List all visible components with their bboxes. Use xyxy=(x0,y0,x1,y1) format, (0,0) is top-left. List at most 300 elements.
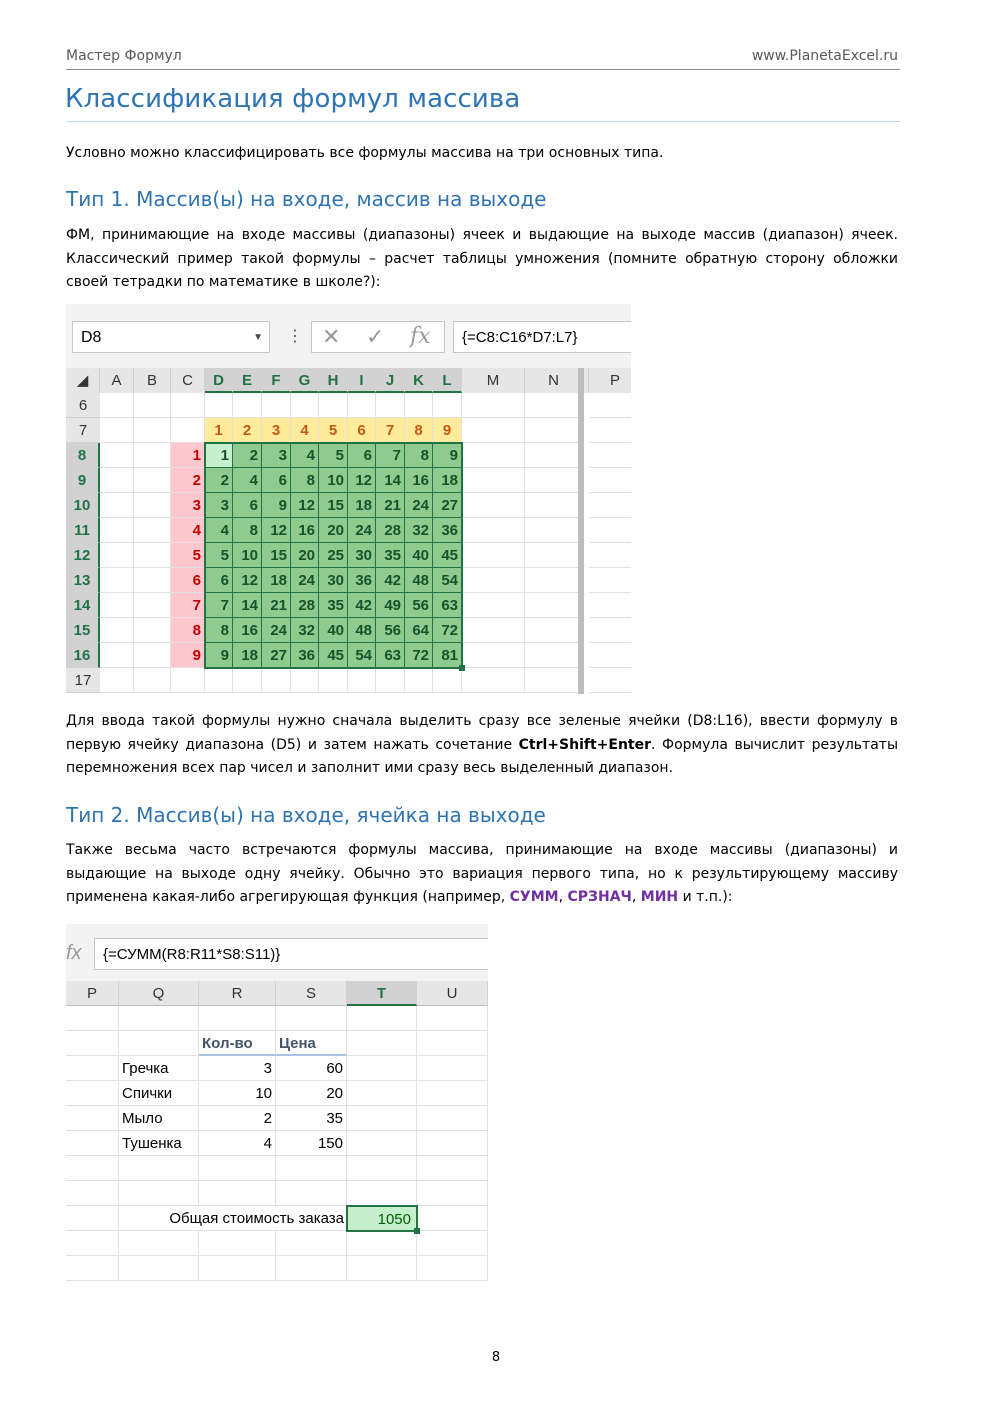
table-cell[interactable]: 8 xyxy=(405,443,433,468)
column-header-I[interactable]: I xyxy=(348,368,376,393)
table-cell[interactable]: 42 xyxy=(376,568,405,593)
table-cell[interactable]: 6 xyxy=(205,568,233,593)
cell[interactable] xyxy=(417,1256,488,1281)
cell[interactable] xyxy=(347,1031,417,1056)
item-name[interactable]: Тушенка xyxy=(119,1131,199,1156)
cell[interactable] xyxy=(100,568,134,593)
cell[interactable] xyxy=(525,493,583,518)
cell[interactable] xyxy=(462,418,525,443)
table-cell[interactable]: 45 xyxy=(319,643,348,668)
row-header-15[interactable]: 15 xyxy=(66,618,100,643)
table-cell[interactable]: 21 xyxy=(262,593,291,618)
cell[interactable] xyxy=(462,568,525,593)
table-cell[interactable]: 72 xyxy=(433,618,462,643)
table-cell[interactable]: 16 xyxy=(291,518,319,543)
table-cell[interactable]: 36 xyxy=(433,518,462,543)
table-cell[interactable]: 64 xyxy=(405,618,433,643)
top-header-cell[interactable]: 3 xyxy=(262,418,291,443)
cell[interactable] xyxy=(262,668,291,693)
cell[interactable] xyxy=(417,1131,488,1156)
row-header-9[interactable]: 9 xyxy=(66,468,100,493)
table-cell[interactable]: 30 xyxy=(348,543,376,568)
cell[interactable] xyxy=(462,443,525,468)
table-cell[interactable]: 25 xyxy=(319,543,348,568)
table-cell[interactable]: 7 xyxy=(376,443,405,468)
column-header-G[interactable]: G xyxy=(291,368,319,393)
cell[interactable] xyxy=(171,668,205,693)
item-price[interactable]: 60 xyxy=(276,1056,347,1081)
cell[interactable] xyxy=(589,393,631,418)
cell[interactable] xyxy=(589,468,631,493)
item-qty[interactable]: 2 xyxy=(199,1106,276,1131)
table-cell[interactable]: 40 xyxy=(405,543,433,568)
item-name[interactable]: Спички xyxy=(119,1081,199,1106)
cell[interactable] xyxy=(347,1231,417,1256)
insert-function-icon[interactable]: fx xyxy=(66,942,82,964)
table-cell[interactable]: 20 xyxy=(319,518,348,543)
cell[interactable] xyxy=(134,568,171,593)
column-header-A[interactable]: A xyxy=(100,368,134,393)
selection-border xyxy=(204,442,463,669)
table-cell[interactable]: 2 xyxy=(205,468,233,493)
cell[interactable] xyxy=(100,543,134,568)
cell[interactable] xyxy=(119,1231,199,1256)
cell[interactable] xyxy=(347,1081,417,1106)
column-header-Q[interactable]: Q xyxy=(119,981,199,1006)
cell[interactable] xyxy=(100,618,134,643)
cell[interactable] xyxy=(589,568,631,593)
table-cell[interactable]: 10 xyxy=(233,543,262,568)
left-header-cell[interactable]: 4 xyxy=(171,518,205,543)
table-cell[interactable]: 35 xyxy=(319,593,348,618)
cell[interactable] xyxy=(319,668,348,693)
sep-2: , xyxy=(631,889,641,905)
table-cell[interactable]: 24 xyxy=(348,518,376,543)
qty-header[interactable]: Кол-во xyxy=(199,1031,276,1056)
cell[interactable] xyxy=(100,668,134,693)
chevron-down-icon[interactable]: ▼ xyxy=(253,332,263,343)
type2-heading: Тип 2. Массив(ы) на входе, ячейка на выходе xyxy=(66,803,546,827)
cell[interactable] xyxy=(199,1256,276,1281)
item-price[interactable]: 150 xyxy=(276,1131,347,1156)
cell[interactable] xyxy=(100,643,134,668)
cell[interactable] xyxy=(417,1206,488,1231)
cell[interactable] xyxy=(291,393,319,418)
item-name[interactable]: Мыло xyxy=(119,1106,199,1131)
item-name[interactable]: Гречка xyxy=(119,1056,199,1081)
cell[interactable] xyxy=(462,643,525,668)
cell[interactable] xyxy=(589,543,631,568)
cell[interactable] xyxy=(405,393,433,418)
table-cell[interactable]: 4 xyxy=(291,443,319,468)
table-cell[interactable]: 42 xyxy=(348,593,376,618)
row-header-10[interactable]: 10 xyxy=(66,493,100,518)
table-cell[interactable]: 24 xyxy=(291,568,319,593)
left-header-cell[interactable]: 1 xyxy=(171,443,205,468)
table-cell[interactable]: 27 xyxy=(262,643,291,668)
total-value-cell[interactable]: 1050 xyxy=(346,1205,418,1232)
column-header-J[interactable]: J xyxy=(376,368,405,393)
cell[interactable] xyxy=(100,493,134,518)
cell[interactable] xyxy=(417,1056,488,1081)
cell[interactable] xyxy=(525,618,583,643)
table-cell[interactable]: 9 xyxy=(433,443,462,468)
formula-input-2[interactable]: {=СУММ(R8:R11*S8:S11)} xyxy=(94,938,488,970)
cell[interactable] xyxy=(66,1131,119,1156)
after-text-1: Для ввода такой формулы нужно сначала выделить сразу все зеленые ячейки (D8:L16), ввести формулу в первую ячейку диапазона (D5) и затем нажать сочетание xyxy=(66,713,898,753)
table-cell[interactable]: 1 xyxy=(205,443,233,468)
table-cell[interactable]: 3 xyxy=(205,493,233,518)
table-cell[interactable]: 12 xyxy=(262,518,291,543)
cell[interactable] xyxy=(205,393,233,418)
cell[interactable] xyxy=(119,1031,199,1056)
column-header-L[interactable]: L xyxy=(433,368,462,393)
formula-input[interactable]: {=C8:C16*D7:L7} xyxy=(453,321,631,353)
column-header-S[interactable]: S xyxy=(276,981,347,1006)
cell[interactable] xyxy=(347,1006,417,1031)
cancel-icon[interactable]: ✕ xyxy=(322,324,341,349)
row-header-7[interactable]: 7 xyxy=(66,418,100,443)
table-cell[interactable]: 36 xyxy=(291,643,319,668)
cell[interactable] xyxy=(199,1156,276,1181)
table-cell[interactable]: 40 xyxy=(319,618,348,643)
cell[interactable] xyxy=(233,668,262,693)
table-cell[interactable]: 14 xyxy=(376,468,405,493)
cell[interactable] xyxy=(276,1156,347,1181)
cell[interactable] xyxy=(525,668,583,693)
table-cell[interactable]: 16 xyxy=(405,468,433,493)
cell[interactable] xyxy=(262,393,291,418)
table-cell[interactable]: 30 xyxy=(319,568,348,593)
header-divider xyxy=(66,69,900,70)
cell[interactable] xyxy=(134,518,171,543)
table-cell[interactable]: 8 xyxy=(233,518,262,543)
cell[interactable] xyxy=(276,1256,347,1281)
cell[interactable] xyxy=(205,668,233,693)
spreadsheet-multiplication xyxy=(66,304,631,694)
cell[interactable] xyxy=(462,518,525,543)
row-header-11[interactable]: 11 xyxy=(66,518,100,543)
left-header-cell[interactable]: 6 xyxy=(171,568,205,593)
table-cell[interactable]: 56 xyxy=(376,618,405,643)
cell[interactable] xyxy=(66,1006,119,1031)
item-qty[interactable]: 3 xyxy=(199,1056,276,1081)
table-cell[interactable]: 14 xyxy=(233,593,262,618)
table-cell[interactable]: 2 xyxy=(233,443,262,468)
select-all-corner[interactable]: ◢ xyxy=(66,368,100,393)
cell[interactable] xyxy=(525,568,583,593)
column-header-D[interactable]: D xyxy=(205,368,233,393)
cell[interactable] xyxy=(347,1181,417,1206)
cell[interactable] xyxy=(171,393,205,418)
top-header-cell[interactable]: 7 xyxy=(376,418,405,443)
cell[interactable] xyxy=(66,1156,119,1181)
enter-icon[interactable]: ✓ xyxy=(366,324,385,349)
cell[interactable] xyxy=(589,618,631,643)
row-header-17[interactable]: 17 xyxy=(66,668,100,693)
cell[interactable] xyxy=(134,393,171,418)
column-header-N[interactable]: N xyxy=(525,368,583,393)
cell[interactable] xyxy=(589,593,631,618)
table-cell[interactable]: 45 xyxy=(433,543,462,568)
table-cell[interactable]: 7 xyxy=(205,593,233,618)
cell[interactable] xyxy=(276,1181,347,1206)
column-header-T[interactable]: T xyxy=(347,981,417,1006)
table-cell[interactable]: 5 xyxy=(205,543,233,568)
column-header-P[interactable]: P xyxy=(589,368,631,393)
column-header-F[interactable]: F xyxy=(262,368,291,393)
cell[interactable] xyxy=(199,1181,276,1206)
cell[interactable] xyxy=(66,1106,119,1131)
cell[interactable] xyxy=(276,1006,347,1031)
top-header-cell[interactable]: 5 xyxy=(319,418,348,443)
left-header-cell[interactable]: 7 xyxy=(171,593,205,618)
cell[interactable] xyxy=(100,593,134,618)
left-header-cell[interactable]: 3 xyxy=(171,493,205,518)
table-cell[interactable]: 15 xyxy=(319,493,348,518)
cell[interactable] xyxy=(525,468,583,493)
cell[interactable] xyxy=(462,618,525,643)
table-cell[interactable]: 3 xyxy=(262,443,291,468)
cell[interactable] xyxy=(66,1056,119,1081)
left-header-cell[interactable]: 2 xyxy=(171,468,205,493)
top-header-cell[interactable]: 4 xyxy=(291,418,319,443)
cell[interactable] xyxy=(589,443,631,468)
column-header-H[interactable]: H xyxy=(319,368,348,393)
column-header-R[interactable]: R xyxy=(199,981,276,1006)
table-cell[interactable]: 56 xyxy=(405,593,433,618)
cell[interactable] xyxy=(119,1156,199,1181)
table-cell[interactable]: 6 xyxy=(348,443,376,468)
cell[interactable] xyxy=(347,1106,417,1131)
cell[interactable] xyxy=(119,1256,199,1281)
cell[interactable] xyxy=(347,1156,417,1181)
cell[interactable] xyxy=(376,668,405,693)
cell[interactable] xyxy=(171,418,205,443)
cell[interactable] xyxy=(134,443,171,468)
left-header-cell[interactable]: 8 xyxy=(171,618,205,643)
header-right: www.PlanetaExcel.ru xyxy=(751,48,898,64)
cell[interactable] xyxy=(462,593,525,618)
cell[interactable] xyxy=(134,493,171,518)
cell[interactable] xyxy=(417,1231,488,1256)
table-cell[interactable]: 5 xyxy=(319,443,348,468)
column-header-E[interactable]: E xyxy=(233,368,262,393)
column-header-C[interactable]: C xyxy=(171,368,205,393)
cell[interactable] xyxy=(405,668,433,693)
row-header-13[interactable]: 13 xyxy=(66,568,100,593)
cell[interactable] xyxy=(348,393,376,418)
header-left: Мастер Формул xyxy=(66,48,182,64)
table-cell[interactable]: 18 xyxy=(262,568,291,593)
name-box[interactable] xyxy=(72,321,270,353)
cell[interactable] xyxy=(66,1206,119,1231)
cell[interactable] xyxy=(525,518,583,543)
cell[interactable] xyxy=(348,668,376,693)
table-cell[interactable]: 24 xyxy=(405,493,433,518)
cell[interactable] xyxy=(119,1181,199,1206)
cell[interactable] xyxy=(291,668,319,693)
item-price[interactable]: 20 xyxy=(276,1081,347,1106)
cell[interactable] xyxy=(134,418,171,443)
item-qty[interactable]: 4 xyxy=(199,1131,276,1156)
table-cell[interactable]: 24 xyxy=(262,618,291,643)
table-cell[interactable]: 4 xyxy=(233,468,262,493)
row-header-14[interactable]: 14 xyxy=(66,593,100,618)
cell[interactable] xyxy=(589,643,631,668)
table-cell[interactable]: 54 xyxy=(348,643,376,668)
table-cell[interactable]: 15 xyxy=(262,543,291,568)
cell[interactable] xyxy=(462,668,525,693)
table-cell[interactable]: 4 xyxy=(205,518,233,543)
cell[interactable] xyxy=(319,393,348,418)
cell[interactable] xyxy=(462,493,525,518)
cell[interactable] xyxy=(525,543,583,568)
table-cell[interactable]: 12 xyxy=(291,493,319,518)
top-header-cell[interactable]: 9 xyxy=(433,418,462,443)
cell[interactable] xyxy=(66,1081,119,1106)
spreadsheet-order-total xyxy=(66,924,488,1294)
cell[interactable] xyxy=(100,443,134,468)
table-cell[interactable]: 6 xyxy=(262,468,291,493)
table-cell[interactable]: 36 xyxy=(348,568,376,593)
table-cell[interactable]: 35 xyxy=(376,543,405,568)
table-cell[interactable]: 28 xyxy=(291,593,319,618)
cell[interactable] xyxy=(66,1231,119,1256)
insert-function-icon[interactable]: fx xyxy=(410,324,431,349)
cell[interactable] xyxy=(347,1056,417,1081)
top-header-cell[interactable]: 6 xyxy=(348,418,376,443)
cell[interactable] xyxy=(134,643,171,668)
column-header-K[interactable]: K xyxy=(405,368,433,393)
cell[interactable] xyxy=(417,1156,488,1181)
table-cell[interactable]: 32 xyxy=(291,618,319,643)
table-cell[interactable]: 27 xyxy=(433,493,462,518)
table-cell[interactable]: 48 xyxy=(348,618,376,643)
column-header-P[interactable]: P xyxy=(66,981,119,1006)
cell[interactable] xyxy=(134,618,171,643)
table-cell[interactable]: 81 xyxy=(433,643,462,668)
cell[interactable] xyxy=(462,393,525,418)
left-header-cell[interactable]: 5 xyxy=(171,543,205,568)
cell[interactable] xyxy=(525,593,583,618)
cell[interactable] xyxy=(417,1181,488,1206)
cell[interactable] xyxy=(462,468,525,493)
top-header-cell[interactable]: 8 xyxy=(405,418,433,443)
table-cell[interactable]: 8 xyxy=(205,618,233,643)
row-header-16[interactable]: 16 xyxy=(66,643,100,668)
table-cell[interactable]: 9 xyxy=(205,643,233,668)
cell[interactable] xyxy=(100,518,134,543)
cell[interactable] xyxy=(589,493,631,518)
page-title: Классификация формул массива xyxy=(65,84,521,114)
table-cell[interactable]: 16 xyxy=(233,618,262,643)
table-cell[interactable]: 63 xyxy=(433,593,462,618)
table-cell[interactable]: 32 xyxy=(405,518,433,543)
cell[interactable] xyxy=(100,468,134,493)
price-header[interactable]: Цена xyxy=(276,1031,347,1056)
cell[interactable] xyxy=(134,593,171,618)
table-cell[interactable]: 8 xyxy=(291,468,319,493)
table-cell[interactable]: 18 xyxy=(348,493,376,518)
cell[interactable] xyxy=(525,643,583,668)
cell[interactable] xyxy=(525,393,583,418)
left-header-cell[interactable]: 9 xyxy=(171,643,205,668)
table-cell[interactable]: 18 xyxy=(433,468,462,493)
page-number: 8 xyxy=(491,1350,501,1365)
row-header-12[interactable]: 12 xyxy=(66,543,100,568)
cell[interactable] xyxy=(589,518,631,543)
cell[interactable] xyxy=(417,1006,488,1031)
cell[interactable] xyxy=(417,1081,488,1106)
cell[interactable] xyxy=(462,543,525,568)
fill-handle[interactable] xyxy=(459,665,465,671)
cell[interactable] xyxy=(199,1231,276,1256)
cell[interactable] xyxy=(66,1031,119,1056)
cell[interactable] xyxy=(347,1256,417,1281)
table-cell[interactable]: 21 xyxy=(376,493,405,518)
table-cell[interactable]: 49 xyxy=(376,593,405,618)
row-header-6[interactable]: 6 xyxy=(66,393,100,418)
cell[interactable] xyxy=(347,1131,417,1156)
cell[interactable] xyxy=(233,393,262,418)
cell[interactable] xyxy=(119,1006,199,1031)
cell[interactable] xyxy=(66,1181,119,1206)
table-cell[interactable]: 10 xyxy=(319,468,348,493)
table-cell[interactable]: 63 xyxy=(376,643,405,668)
cell[interactable] xyxy=(433,668,462,693)
cell[interactable] xyxy=(100,393,134,418)
cell[interactable] xyxy=(134,668,171,693)
column-header-U[interactable]: U xyxy=(417,981,488,1006)
table-cell[interactable]: 72 xyxy=(405,643,433,668)
cell[interactable] xyxy=(433,393,462,418)
table-cell[interactable]: 54 xyxy=(433,568,462,593)
cell[interactable] xyxy=(589,668,631,693)
table-cell[interactable]: 28 xyxy=(376,518,405,543)
cell[interactable] xyxy=(199,1006,276,1031)
cell[interactable] xyxy=(525,443,583,468)
item-qty[interactable]: 10 xyxy=(199,1081,276,1106)
table-cell[interactable]: 20 xyxy=(291,543,319,568)
top-header-cell[interactable]: 1 xyxy=(205,418,233,443)
cell[interactable] xyxy=(134,543,171,568)
column-header-M[interactable]: M xyxy=(462,368,525,393)
table-cell[interactable]: 12 xyxy=(233,568,262,593)
table-cell[interactable]: 48 xyxy=(405,568,433,593)
cell[interactable] xyxy=(134,468,171,493)
row-header-8[interactable]: 8 xyxy=(66,443,100,468)
table-cell[interactable]: 18 xyxy=(233,643,262,668)
table-cell[interactable]: 9 xyxy=(262,493,291,518)
table-cell[interactable]: 6 xyxy=(233,493,262,518)
column-header-B[interactable]: B xyxy=(134,368,171,393)
function-min: МИН xyxy=(640,889,679,905)
table-cell[interactable]: 12 xyxy=(348,468,376,493)
frozen-divider xyxy=(578,368,584,694)
fill-handle[interactable] xyxy=(414,1228,420,1234)
cell[interactable] xyxy=(66,1256,119,1281)
cell[interactable] xyxy=(100,418,134,443)
cell[interactable] xyxy=(417,1106,488,1131)
item-price[interactable]: 35 xyxy=(276,1106,347,1131)
top-header-cell[interactable]: 2 xyxy=(233,418,262,443)
cell[interactable] xyxy=(276,1231,347,1256)
cell[interactable] xyxy=(525,418,583,443)
cell[interactable] xyxy=(376,393,405,418)
cell[interactable] xyxy=(589,418,631,443)
cell[interactable] xyxy=(417,1031,488,1056)
